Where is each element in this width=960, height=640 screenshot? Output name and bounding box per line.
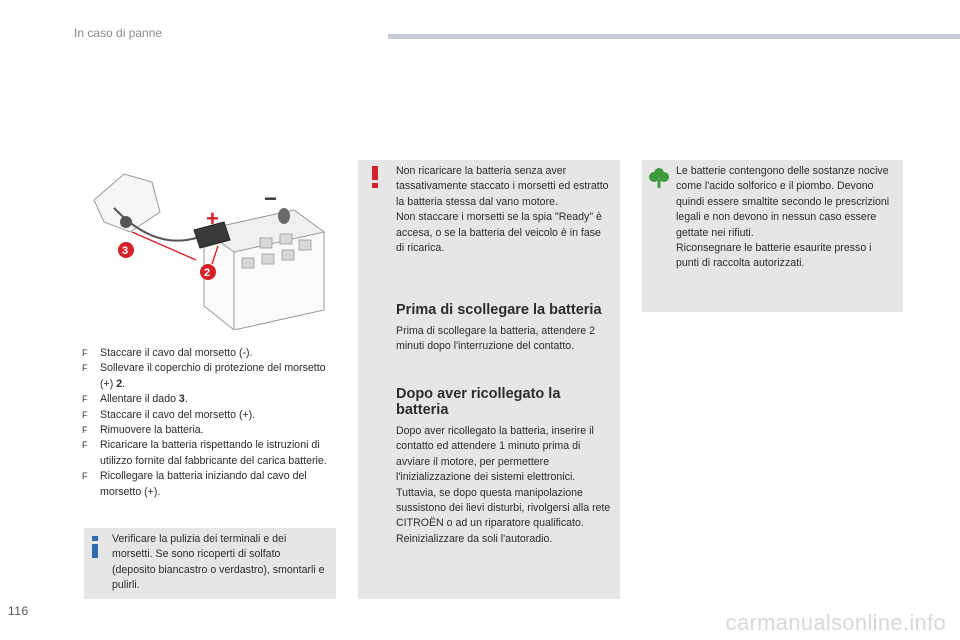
step-ref: 2: [116, 377, 123, 390]
step-text: Ricollegare la batteria iniziando dal cavo del morsetto (+).: [100, 470, 307, 498]
warning-text: [396, 164, 612, 256]
middle-panel: [358, 160, 620, 599]
step-bullet: F: [82, 471, 88, 482]
step-ref: 3: [178, 393, 185, 406]
info-note-text: Verificare la pulizia dei terminali e dei morsetti. Se sono ricoperti di solfato (deposito biancastro o verdastro), smontarli e pulirli.: [112, 533, 325, 592]
minus-sign: −: [264, 186, 277, 211]
step-bullet: F: [82, 409, 88, 420]
header-bar: [388, 34, 960, 39]
warning-line-1: Non ricaricare la batteria senza aver tassativamente staccato i morsetti ed estratto la batteria stessa dal vano motore.: [396, 165, 609, 208]
callout-2-label: 2: [204, 267, 211, 279]
info-icon: [90, 536, 100, 558]
step-item: [82, 438, 332, 469]
callout-3-label: 3: [122, 245, 129, 257]
step-bullet: F: [82, 348, 88, 358]
after-reconnect-line-2: Reinizializzare da soli l'autoradio.: [396, 532, 553, 545]
step-bullet: F: [82, 425, 88, 436]
environment-line-1: Le batterie contengono delle sostanze nocive come l'acido solforico e il piombo. Devono quindi essere smaltite secondo le prescrizioni legali e non devono in nessun caso essere gettate nei rifiuti.: [676, 165, 890, 239]
after-reconnect-text: [396, 424, 612, 547]
heading-after-reconnect: Dopo aver ricollegato la batteria: [396, 386, 561, 418]
step-text: Rimuovere la batteria.: [100, 424, 204, 437]
warning-icon: [370, 166, 380, 188]
before-disconnect-text: Prima di scollegare la batteria, attendere 2 minuti dopo l'interruzione del contatto.: [396, 325, 596, 353]
step-item: [82, 423, 332, 438]
plus-sign: +: [206, 206, 219, 231]
step-bullet: F: [82, 363, 88, 374]
info-note-box: [84, 528, 336, 599]
step-bullet: F: [82, 440, 88, 451]
terminal-nut: [120, 216, 132, 228]
step-text-end: .: [184, 393, 188, 406]
environment-note-box: [642, 160, 903, 312]
step-item: [82, 408, 332, 423]
after-reconnect-line-1: Dopo aver ricollegato la batteria, inserire il contatto ed attendere 1 minuto prima di avviare il motore, per permettere l'inizializzazione dei sistemi elettronici. Tuttavia, se dopo questa manipolazione sussistono dei lievi disturbi, rivolgersi alla rete CITROËN o ad un riparatore qualificato.: [396, 425, 611, 530]
tree-icon: [648, 166, 670, 188]
step-bullet: F: [82, 394, 88, 405]
step-text: Staccare il cavo del morsetto (+).: [100, 408, 256, 421]
step-item: [82, 346, 332, 361]
step-text: Staccare il cavo dal morsetto (-).: [100, 347, 253, 359]
heading-before-disconnect: Prima di scollegare la batteria: [396, 302, 602, 318]
watermark: carmanualsonline.info: [725, 610, 946, 635]
step-text: Ricaricare la batteria rispettando le istruzioni di utilizzo fornite dal fabbricante del carica batterie.: [100, 439, 327, 467]
battery-cap: [242, 258, 254, 268]
step-text: Sollevare il coperchio di protezione del morsetto (+): [100, 362, 326, 390]
step-item: [82, 469, 332, 500]
step-item: [82, 392, 332, 407]
step-item: [82, 361, 332, 392]
warning-line-2: Non staccare i morsetti se la spia "Ready" è accesa, o se la batteria del veicolo è in fase di ricarica.: [396, 211, 602, 255]
battery-illustration: [84, 160, 334, 330]
environment-line-2: Riconsegnare le batterie esaurite presso i punti di raccolta autorizzati.: [676, 242, 872, 270]
step-text: Allentare il dado: [100, 393, 179, 406]
step-text-end: .: [122, 377, 126, 390]
steps-list: [82, 346, 332, 500]
negative-terminal: [278, 208, 290, 224]
environment-text: [676, 164, 894, 272]
page-number: 116: [8, 604, 29, 618]
section-title: In caso di panne: [74, 26, 163, 40]
